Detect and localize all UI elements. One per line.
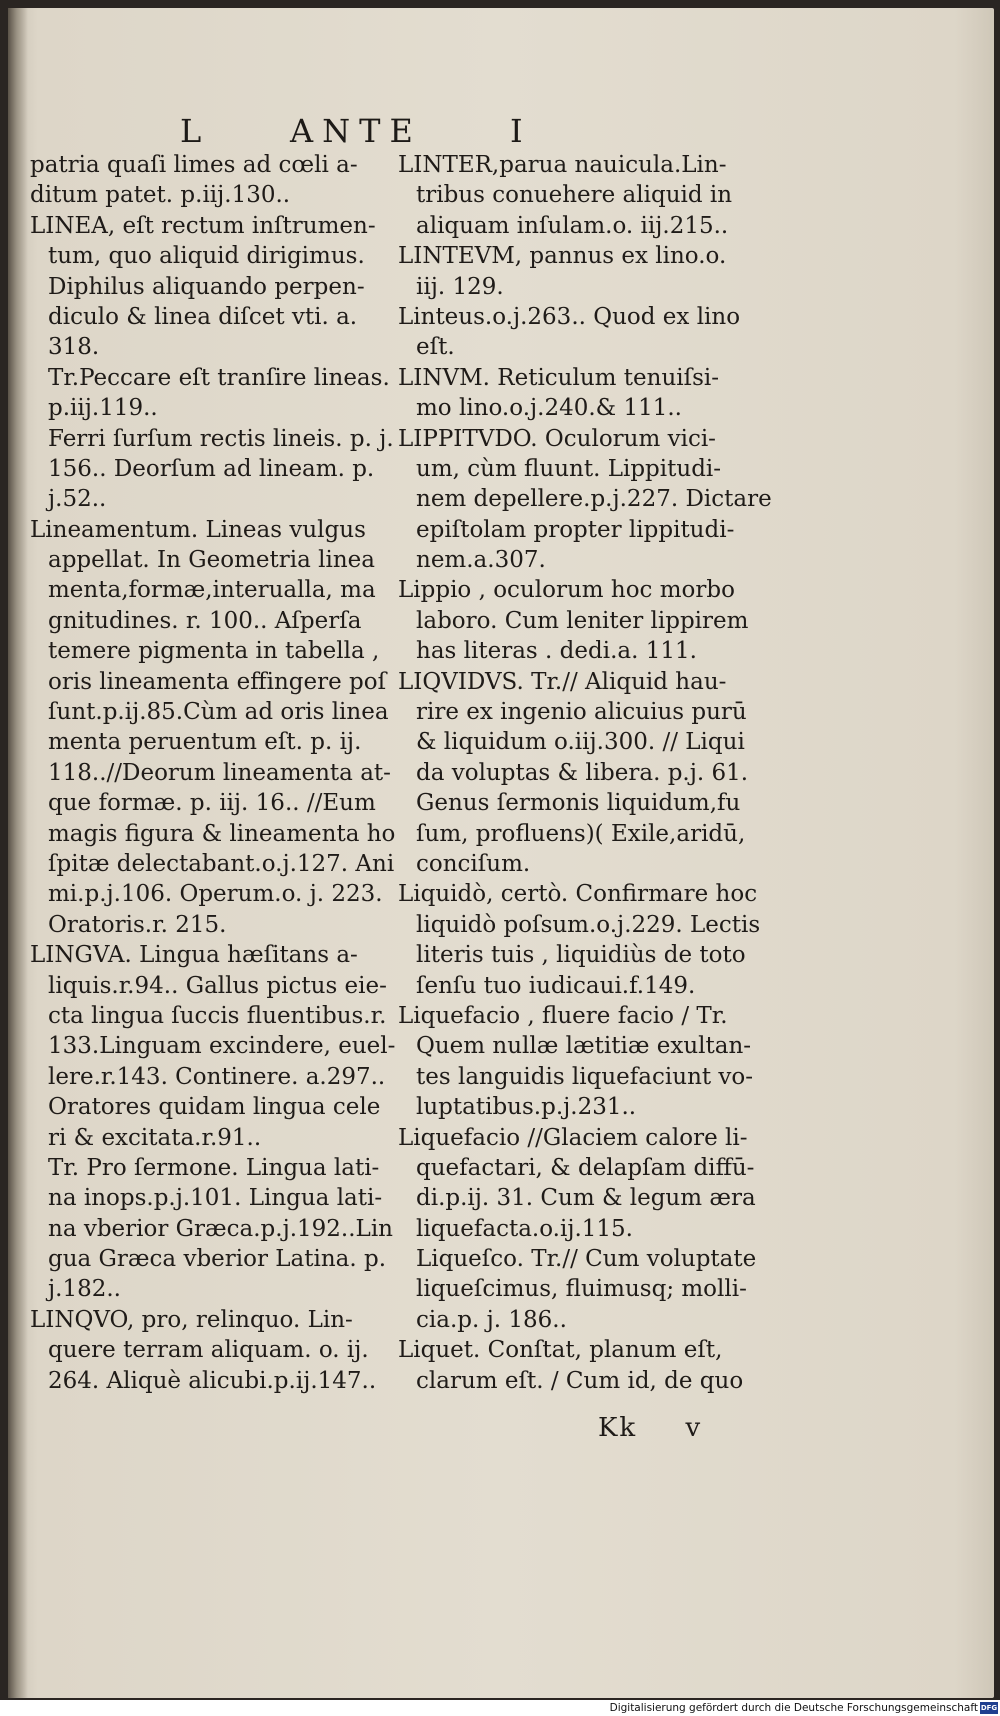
text-line: 156.. Deorſum ad lineam. p.	[48, 455, 375, 482]
text-line: oris lineamenta effingere poſ	[48, 668, 387, 695]
text-line: epiſtolam propter lippitudi-	[416, 516, 735, 543]
text-line: cia.p. j. 186..	[416, 1306, 567, 1333]
text-line: laboro. Cum leniter lippirem	[416, 607, 749, 634]
text-line: diculo & linea diſcet vti. a.	[48, 303, 358, 330]
text-line: clarum eſt. / Cum id, de quo	[416, 1367, 744, 1394]
footer-credit: Digitalisierung gefördert durch die Deutsche Forschungsgemeinschaft	[609, 1702, 978, 1714]
text-line: Liquidò, certò. Confirmare hoc	[398, 881, 758, 908]
text-line: quere terram aliquam. o. ij.	[48, 1337, 369, 1364]
text-line: Tr.Peccare eſt tranſire lineas.	[48, 364, 390, 391]
text-line: tes languidis liquefaciunt vo-	[416, 1063, 754, 1090]
text-line: rire ex ingenio alicuius purū	[416, 699, 747, 726]
text-line: LINQVO, pro, relinquo. Lin-	[30, 1306, 353, 1333]
header-right: I	[510, 112, 527, 150]
text-line: quefactari, & delapſam diffū-	[416, 1154, 755, 1181]
signature-mark	[598, 1413, 740, 1443]
text-line: ſum, profluens)( Exile,aridū,	[416, 820, 746, 847]
text-line: LINTER,parua nauicula.Lin-	[398, 152, 727, 178]
text-line: ri & excitata.r.91..	[48, 1124, 262, 1151]
text-line: Liquefacio , fluere facio / Tr.	[398, 1002, 728, 1029]
text-line: menta peruentum eſt. p. ij.	[48, 729, 362, 756]
signature-number: v	[685, 1413, 703, 1443]
text-line: LINEA, eſt rectum inſtrumen-	[30, 212, 376, 239]
text-line: ſpitæ delectabant.o.j.127. Ani	[48, 850, 395, 877]
text-line: 318.	[48, 334, 100, 361]
text-line: ſenſu tuo iudicaui.f.149.	[416, 972, 696, 999]
text-line: Oratores quidam lingua cele	[48, 1094, 381, 1121]
text-line: Liquet. Conſtat, planum eſt,	[398, 1337, 723, 1364]
text-line: Linteus.o.j.263.. Quod ex lino	[398, 303, 741, 330]
text-line: na vberior Græca.p.j.192..Lin	[48, 1215, 393, 1242]
text-line: mi.p.j.106. Operum.o. j. 223.	[48, 881, 383, 908]
text-line: temere pigmenta in tabella ,	[48, 638, 380, 665]
text-line: appellat. In Geometria linea	[48, 547, 375, 574]
text-line: Lippio , oculorum hoc morbo	[398, 577, 735, 604]
text-line: cta lingua ſuccis fluentibus.r.	[48, 1002, 387, 1029]
text-line: liquefacta.o.ij.115.	[416, 1215, 633, 1242]
text-line: patria quaſi limes ad cœli a-	[30, 152, 358, 178]
digitization-footer	[0, 1700, 1000, 1716]
text-line: conciſum.	[416, 850, 531, 877]
text-line: tum, quo aliquid dirigimus.	[48, 243, 365, 270]
text-line: Liqueſco. Tr.// Cum voluptate	[416, 1246, 757, 1273]
text-line: Genus ſermonis liquidum,fu	[416, 790, 741, 817]
text-line: p.iij.119..	[48, 395, 158, 422]
text-line: LINTEVM, pannus ex lino.o.	[398, 243, 727, 270]
text-line: iij. 129.	[416, 273, 504, 300]
text-line: ditum patet. p.iij.130..	[30, 182, 291, 209]
text-line: magis figura & lineamenta ho	[48, 820, 396, 847]
text-line: 118..//Deorum lineamenta at-	[48, 759, 391, 786]
text-line: gua Græca vberior Latina. p.	[48, 1246, 387, 1273]
text-line: na inops.p.j.101. Lingua lati-	[48, 1185, 383, 1212]
text-line: literis tuis , liquidiùs de toto	[416, 942, 746, 969]
left-column	[30, 150, 400, 1396]
dfg-logo: DFG	[980, 1704, 998, 1712]
text-line: 264. Aliquè alicubi.p.ij.147..	[48, 1367, 377, 1394]
text-line: ſunt.p.ij.85.Cùm ad oris linea	[48, 699, 389, 726]
text-line: Liquefacio //Glaciem calore li-	[398, 1124, 748, 1151]
text-line: liqueſcimus, fluimusq; molli-	[416, 1276, 747, 1303]
right-column	[398, 150, 778, 1396]
text-line: LINVM. Reticulum tenuiſsi-	[398, 364, 720, 391]
header-left: L	[180, 112, 206, 150]
text-line: da voluptas & libera. p.j. 61.	[416, 759, 749, 786]
text-line: eſt.	[416, 334, 455, 361]
text-line: Ferri ſurſum rectis lineis. p. j.	[48, 425, 394, 452]
text-line: lere.r.143. Continere. a.297..	[48, 1063, 386, 1090]
text-line: LIQVIDVS. Tr.// Aliquid hau-	[398, 668, 727, 695]
signature-letters: Kk	[598, 1413, 638, 1443]
text-line: & liquidum o.iij.300. // Liqui	[416, 729, 745, 756]
text-line: luptatibus.p.j.231..	[416, 1094, 637, 1121]
text-line: LIPPITVDO. Oculorum vici-	[398, 425, 716, 452]
text-line: Oratoris.r. 215.	[48, 911, 227, 938]
text-line: tribus conuehere aliquid in	[416, 182, 733, 209]
text-line: nem depellere.p.j.227. Dictare	[416, 486, 772, 513]
page-binding-edge	[8, 8, 28, 1698]
header-center: ANTE	[290, 112, 422, 150]
text-line: di.p.ij. 31. Cum & legum æra	[416, 1185, 756, 1212]
text-line: mo lino.o.j.240.& 111..	[416, 395, 682, 422]
text-line: liquidò poſsum.o.j.229. Lectis	[416, 911, 761, 938]
text-line: j.52..	[48, 486, 107, 513]
text-line: Diphilus aliquando perpen-	[48, 273, 365, 300]
text-line: que formæ. p. iij. 16.. //Eum	[48, 790, 376, 817]
text-line: LINGVA. Lingua hæſitans a-	[30, 942, 358, 969]
text-line: nem.a.307.	[416, 547, 546, 574]
text-line: Tr. Pro ſermone. Lingua lati-	[48, 1154, 380, 1181]
text-line: liquis.r.94.. Gallus pictus eie-	[48, 972, 387, 999]
text-line: um, cùm fluunt. Lippitudi-	[416, 455, 722, 482]
text-line: j.182..	[48, 1276, 121, 1303]
text-line: Lineamentum. Lineas vulgus	[30, 516, 366, 543]
text-line: gnitudines. r. 100.. Aſperſa	[48, 607, 362, 634]
text-line: menta,formæ,interualla, ma	[48, 577, 376, 604]
text-line: 133.Linguam excindere, euel-	[48, 1033, 396, 1060]
running-header	[180, 112, 540, 152]
text-line: has literas . dedi.a. 111.	[416, 638, 697, 665]
text-line: Quem nullæ lætitiæ exultan-	[416, 1033, 752, 1060]
text-line: aliquam inſulam.o. iij.215..	[416, 212, 729, 239]
